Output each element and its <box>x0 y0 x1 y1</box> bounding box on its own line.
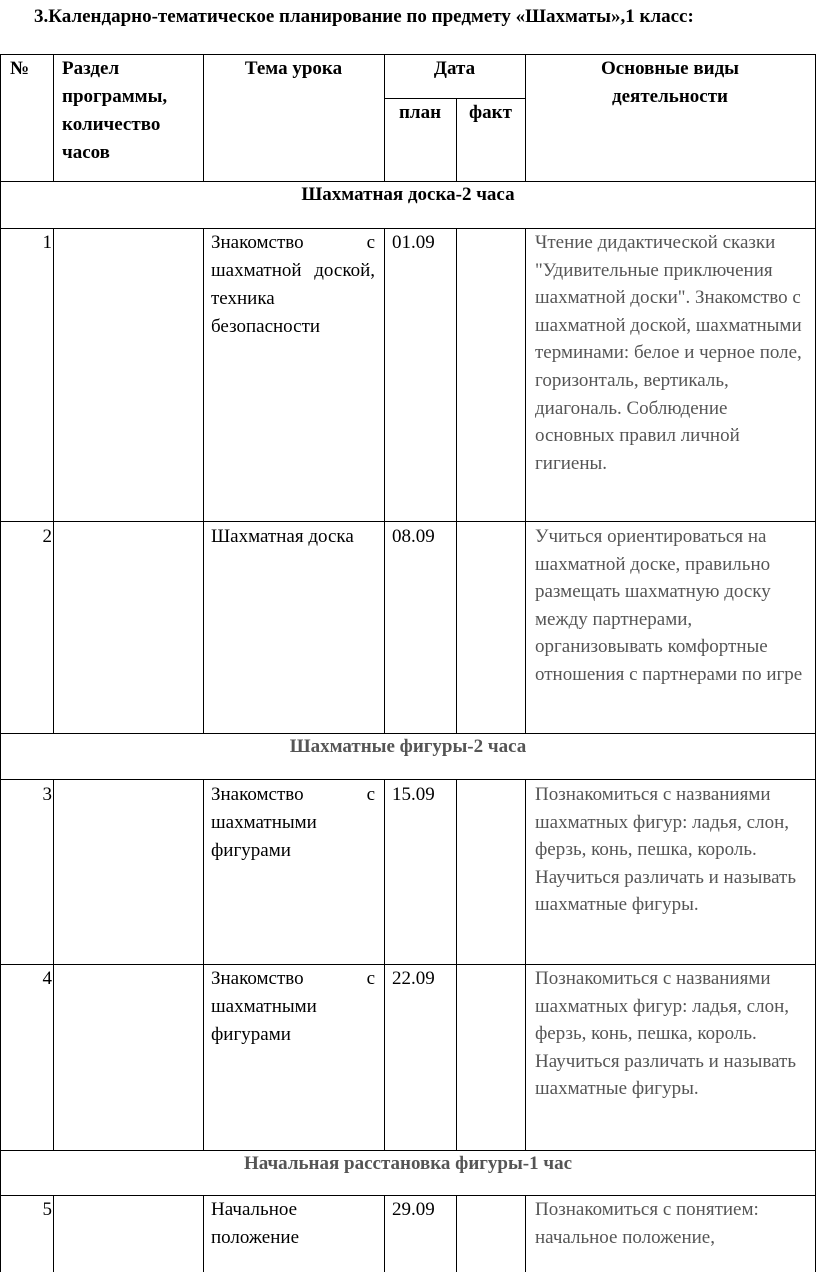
header-plan: план <box>398 102 442 123</box>
header-num: № <box>10 58 30 79</box>
row-number: 3 <box>42 784 52 805</box>
table-line <box>53 779 54 1150</box>
table-line <box>384 228 385 733</box>
table-line <box>0 521 816 522</box>
header-fact: факт <box>469 102 512 123</box>
lesson-activity: Чтение дидактической сказки "Удивительные приключения шахматной доски". Знакомство с шахматной доской, шахматными терминами: белое и черное поле, горизонталь, вертикаль, диагональ. Соблюдение основных правил личной гигиены. <box>535 232 802 474</box>
table-line <box>53 228 54 733</box>
table-line <box>53 54 54 181</box>
lesson-topic: Знакомство с шахматной доской, техника безопасности <box>211 232 375 337</box>
section-title: Начальная расстановка фигуры-1 час <box>243 1153 573 1174</box>
lesson-activity: Познакомиться с названиями шахматных фигур: ладья, слон, ферзь, конь, пешка, король. Научиться различать и называть шахматные фигуры. <box>535 968 797 1100</box>
table-line <box>384 779 385 1150</box>
row-number: 5 <box>42 1199 52 1220</box>
plan-date: 01.09 <box>392 232 435 253</box>
table-line <box>203 779 204 1150</box>
lesson-topic: Шахматная доска <box>211 526 354 547</box>
table-line <box>203 228 204 733</box>
table-line <box>525 54 526 181</box>
header-activities: Основные виды деятельности <box>600 58 740 107</box>
section-title: Шахматные фигуры-2 часа <box>289 736 527 757</box>
plan-date: 22.09 <box>392 968 435 989</box>
table-line <box>0 779 816 780</box>
plan-date: 15.09 <box>392 784 435 805</box>
row-number: 1 <box>42 232 52 253</box>
table-line <box>203 1195 204 1272</box>
lesson-activity: Познакомиться с понятием: начальное положение, <box>535 1199 759 1248</box>
lesson-activity: Познакомиться с названиями шахматных фигур: ладья, слон, ферзь, конь, пешка, король. Научиться различать и называть шахматные фигуры. <box>535 784 797 916</box>
table-line <box>456 1195 457 1272</box>
plan-date: 29.09 <box>392 1199 435 1220</box>
table-line <box>384 1195 385 1272</box>
table-line <box>525 779 526 1150</box>
lesson-topic: Знакомство с шахматными фигурами <box>211 968 375 1045</box>
plan-date: 08.09 <box>392 526 435 547</box>
lesson-activity: Учиться ориентироваться на шахматной доске, правильно размещать шахматную доску между партнерами, организовывать комфортные отношения с партнерами по игре <box>535 526 803 685</box>
table-line <box>53 1195 54 1272</box>
row-number: 2 <box>42 526 52 547</box>
header-date: Дата <box>433 58 476 79</box>
header-section: Раздел программы, количество часов <box>62 58 168 163</box>
header-topic: Тема урока <box>244 58 343 79</box>
lesson-topic: Начальное положение <box>211 1199 300 1248</box>
table-line <box>525 228 526 733</box>
table-line <box>456 779 457 1150</box>
table-line <box>456 228 457 733</box>
row-number: 4 <box>42 968 52 989</box>
lesson-topic: Знакомство с шахматными фигурами <box>211 784 375 861</box>
section-title: Шахматная доска-2 часа <box>301 184 515 205</box>
table-line <box>525 1195 526 1272</box>
document-title: 3.Календарно-тематическое планирование по предмету «Шахматы»,1 класс: <box>34 6 694 27</box>
